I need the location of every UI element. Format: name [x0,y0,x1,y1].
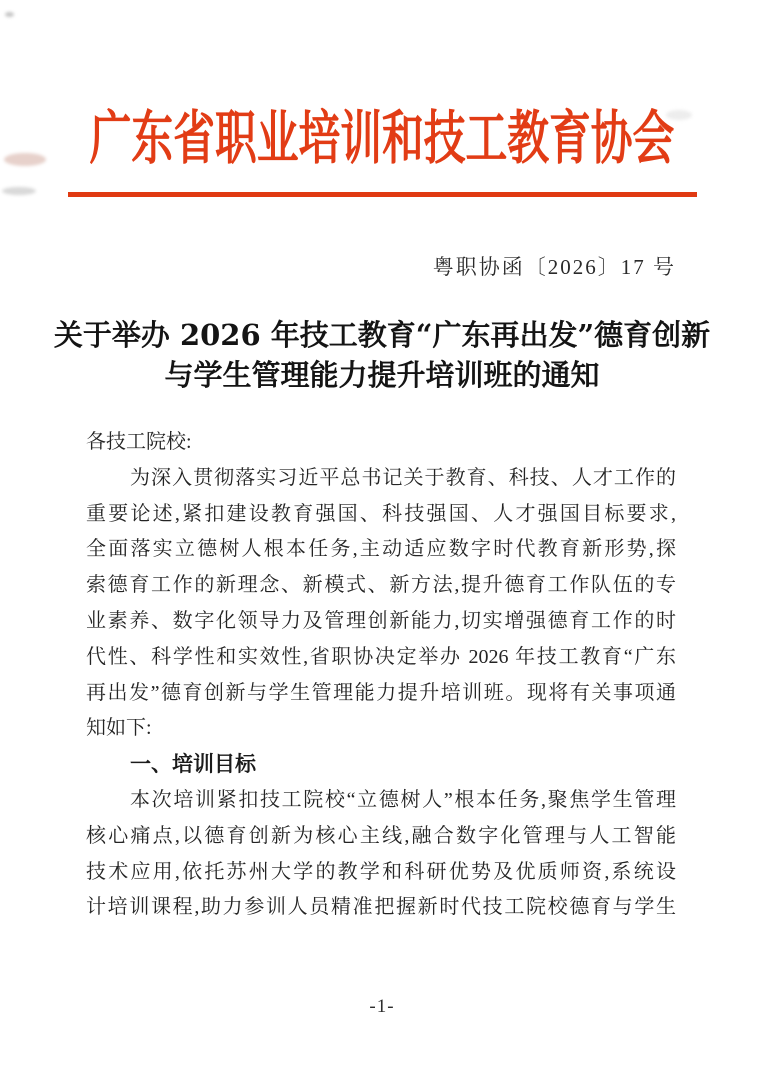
body-line: 本次培训紧扣技工院校“立德树人”根本任务,聚焦学生管理 [130,788,676,811]
body-line: 全面落实立德树人根本任务,主动适应数字时代教育新形势,探 [86,538,676,561]
notice-title-line2: 与学生管理能力提升培训班的通知 [164,358,600,392]
letterhead [89,100,764,176]
body-line: 核心痛点,以德育创新为核心主线,融合数字化管理与人工智能 [86,824,676,847]
salutation-line: 各技工院校: [86,431,192,453]
body-text [86,425,676,926]
body-line: 业素养、数字化领导力及管理创新能力,切实增强德育工作的时 [86,609,676,632]
body-line: 索德育工作的新理念、新模式、新方法,提升德育工作队伍的专 [86,574,676,597]
doc-number: 粤职协函〔2026〕17 号 [432,255,676,279]
body-line: 知如下: [86,717,152,740]
section-heading: 一、培训目标 [130,752,256,777]
scan-smudge [5,12,14,17]
letterhead-org-name: 广东省职业培训和技工教育协会 [89,104,675,172]
body-line: 代性、科学性和实效性,省职协决定举办 2026 年技工教育“广东 [86,645,676,668]
body-line: 计培训课程,助力参训人员精准把握新时代技工院校德育与学生 [86,896,676,919]
notice-title [0,315,764,395]
notice-title-line1: 关于举办 2026 年技工教育“广东再出发”德育创新 [53,318,711,352]
scan-smudge [4,153,46,166]
body-line: 再出发”德育创新与学生管理能力提升培训班。现将有关事项通 [86,681,676,704]
letterhead-rule [68,192,697,197]
page-number: -1- [369,996,395,1017]
body-line: 为深入贯彻落实习近平总书记关于教育、科技、人才工作的 [130,466,676,489]
body-line: 重要论述,紧扣建设教育强国、科技强国、人才强国目标要求, [86,502,676,525]
scan-smudge [2,187,36,195]
body-line: 技术应用,依托苏州大学的教学和科研优势及优质师资,系统设 [86,860,676,883]
